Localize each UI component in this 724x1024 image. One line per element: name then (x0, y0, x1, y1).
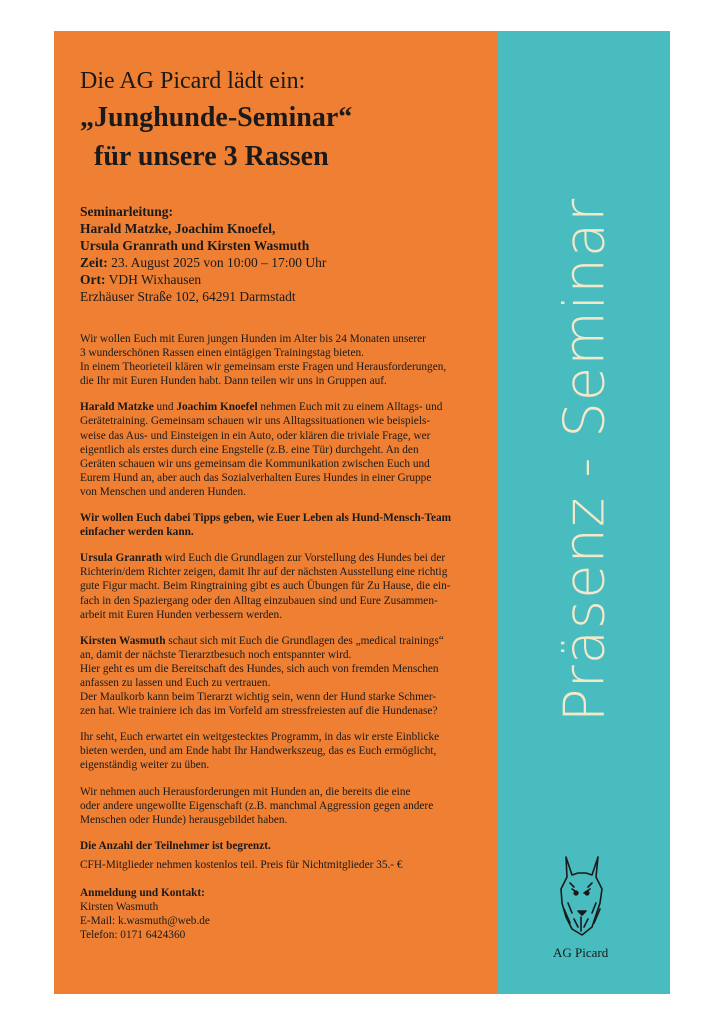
text-line: Menschen oder Hunde) herausgebildet haben. (80, 813, 288, 826)
granrath-paragraph (80, 551, 480, 621)
text-line: arbeit mit Euren Hunden verbessern werden. (80, 608, 283, 621)
text-line: Gerätetraining. Gemeinsam schauen wir uns Alltagssituationen wie beispiels- (80, 415, 431, 428)
limit-notice: Die Anzahl der Teilnehmer ist begrenzt. (80, 839, 271, 852)
text-line: die Ihr mit Euren Hunden habt. Dann teilen wir uns in Gruppen auf. (80, 375, 387, 388)
contact-label: Anmeldung und Kontakt: (80, 887, 205, 899)
leader-names-2: Ursula Granrath und Kirsten Wasmuth (80, 238, 310, 253)
contact-name: Kirsten Wasmuth (80, 901, 159, 914)
text-line: zen hat. Wie trainiere ich das im Vorfeld am stressfreiesten auf die Hundenase? (80, 705, 438, 718)
leader-label: Seminarleitung: (80, 204, 173, 219)
contact-block (80, 886, 480, 942)
text-line: 3 wunderschönen Rassen einen eintägigen Trainingstag bieten. (80, 347, 364, 360)
dog-head-icon (552, 853, 610, 939)
contact-email[interactable]: E-Mail: k.wasmuth@web.de (80, 915, 210, 928)
text-line: an, damit der nächste Tierarztbesuch noch entspannter wird. (80, 648, 352, 661)
time-value: 23. August 2025 von 10:00 – 17:00 Uhr (107, 255, 327, 270)
place-label: Ort: (80, 272, 106, 287)
text-fragment: nehmen Euch mit zu einem Alltags- und (257, 401, 443, 414)
participants-paragraph (80, 839, 480, 872)
text-line (80, 400, 480, 414)
seminar-subtitle: für unsere 3 Rassen (94, 141, 329, 172)
text-fragment: und (153, 401, 177, 414)
text-line: anfassen zu lassen und Euch zu vertrauen. (80, 676, 271, 689)
text-line: Richterin/dem Richter zeigen, damit Ihr auf der nächsten Ausstellung eine richtig (80, 566, 448, 579)
text-line: weise das Aus- und Einsteigen in ein Auto, oder klären die triviale Frage, wer (80, 429, 431, 442)
time-label: Zeit: (80, 255, 108, 270)
text-line: Wir nehmen auch Herausforderungen mit Hunden an, die bereits die eine (80, 785, 411, 798)
text-line: Geräten schauen wir uns gemeinsam die Kommunikation zwischen Euch und (80, 457, 430, 470)
person-name: Kirsten Wasmuth (80, 634, 166, 647)
tips-paragraph (80, 511, 480, 539)
body-text (80, 332, 480, 954)
time-line (80, 254, 480, 271)
text-line: Wir wollen Euch mit Euren jungen Hunden im Alter bis 24 Monaten unserer (80, 333, 426, 345)
text-line: einfacher werden kann. (80, 526, 194, 539)
text-line (80, 551, 480, 565)
club-name: AG Picard (553, 945, 609, 960)
person-name: Joachim Knoefel (176, 401, 258, 414)
intro-paragraph (80, 332, 480, 388)
text-line: In einem Theorieteil klären wir gemeinsam erste Fragen und Herausforderungen, (80, 361, 447, 374)
text-line (80, 634, 480, 648)
person-name: Ursula Granrath (80, 552, 162, 565)
matzke-knoefel-paragraph (80, 400, 480, 499)
vertical-seminar-title: Präsenz - Seminar (552, 197, 618, 723)
invite-line: Die AG Picard lädt ein: (80, 68, 306, 94)
person-name: Harald Matzke (80, 401, 154, 414)
text-line: oder andere ungewollte Eigenschaft (z.B. manchmal Aggression gegen andere (80, 799, 434, 812)
text-line: Eurem Hund an, aber auch das Sozialverhalten Eures Hundes in einer Gruppe (80, 471, 432, 484)
text-line: gute Figur macht. Beim Ringtraining gibt es auch Übungen für Zu Hause, die ein- (80, 580, 451, 593)
address: Erzhäuser Straße 102, 64291 Darmstadt (80, 289, 296, 304)
text-fragment: wird Euch die Grundlagen zur Vorstellung des Hundes bei der (161, 552, 446, 565)
place-value: VDH Wixhausen (105, 272, 202, 287)
price-info: CFH-Mitglieder nehmen kostenlos teil. Preis für Nichtmitglieder 35.- € (80, 858, 403, 871)
program-paragraph (80, 730, 480, 772)
text-line: Ihr seht, Euch erwartet ein weitgestecktes Programm, in das wir erste Einblicke (80, 731, 440, 744)
place-line (80, 271, 480, 288)
seminar-title: „Junghunde-Seminar“ (80, 102, 353, 133)
text-fragment: schaut sich mit Euch die Grundlagen des „medical trainings“ (165, 634, 444, 647)
text-line: eigenständig weiter zu üben. (80, 759, 210, 772)
text-line: Wir wollen Euch dabei Tipps geben, wie Euer Leben als Hund-Mensch-Team (80, 512, 452, 525)
challenges-paragraph (80, 785, 480, 827)
text-line: fach in den Spaziergang oder den Alltag einzubauen sind und Eure Zusammen- (80, 594, 438, 607)
text-line: Der Maulkorb kann beim Tierarzt wichtig sein, wenn der Hund starke Schmer- (80, 691, 437, 704)
seminar-info (80, 203, 480, 305)
wasmuth-paragraph (80, 634, 480, 719)
text-line: eigentlich als erstes durch eine Engstelle (z.B. eine Tür) durchgeht. An den (80, 443, 419, 456)
text-line: bieten werden, und am Ende habt Ihr Handwerkszeug, das es Euch ermöglicht, (80, 745, 437, 758)
contact-phone: Telefon: 0171 6424360 (80, 929, 186, 942)
leader-names-1: Harald Matzke, Joachim Knoefel, (80, 221, 276, 236)
text-line: Hier geht es um die Bereitschaft des Hundes, sich auch von fremden Menschen (80, 662, 439, 675)
text-line: von Menschen und anderen Hunden. (80, 485, 246, 498)
